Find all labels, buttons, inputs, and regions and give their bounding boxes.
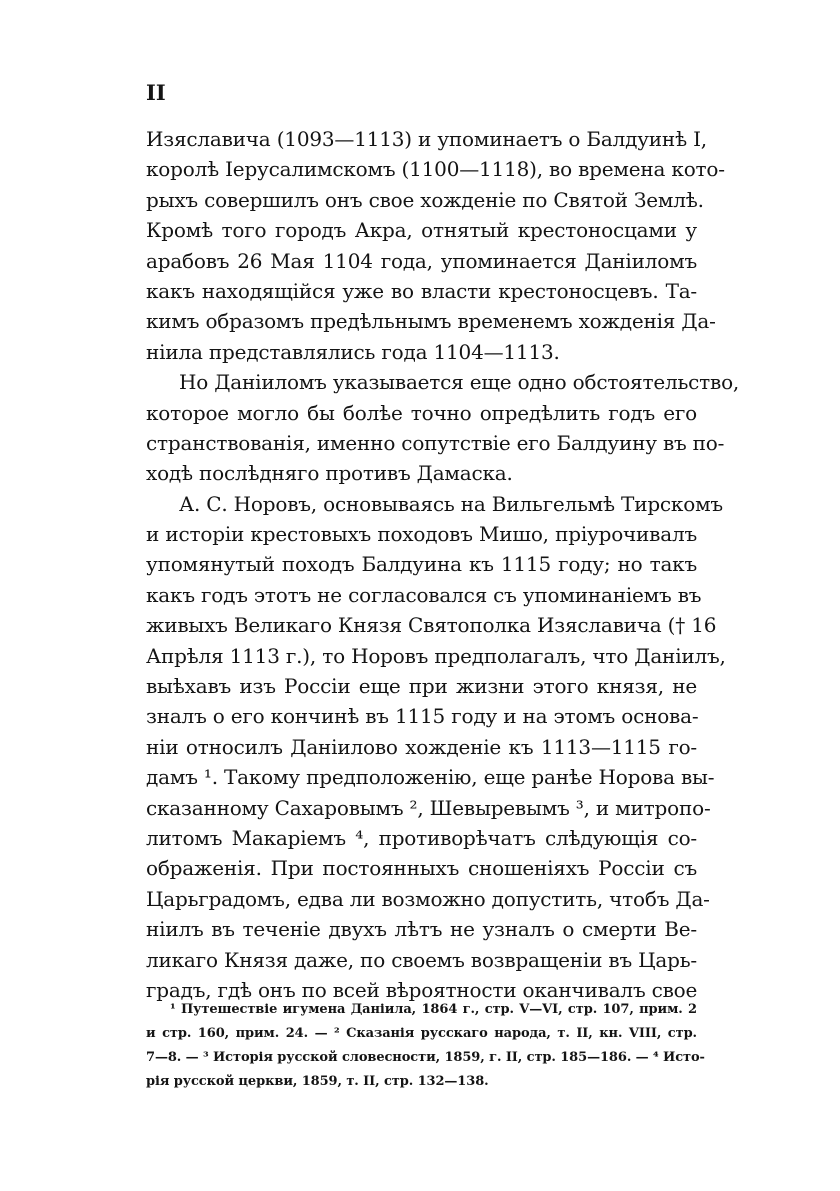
text-line: ходѣ послѣдняго противъ Дамаска. (146, 461, 513, 486)
text-line: выѣхавъ изъ Россіи еще при жизни этого князя, не (146, 674, 697, 699)
text-line: зналъ о его кончинѣ въ 1115 году и на этомъ основа- (146, 704, 699, 729)
text-line: литомъ Макаріемъ ⁴, противорѣчатъ слѣдующія со- (146, 825, 697, 850)
text-line: ніилъ въ теченіе двухъ лѣтъ не узналъ о смерти Ве- (146, 917, 697, 942)
text-line: странствованія, именно сопутствіе его Балдуину въ по- (146, 430, 725, 455)
footnote-line: рія русской церкви, 1859, т. II, стр. 132—138. (146, 1074, 489, 1089)
text-line: и исторіи крестовыхъ походовъ Мишо, пріурочивалъ (146, 522, 697, 547)
text-line: арабовъ 26 Мая 1104 года, упоминается Даніиломъ (146, 248, 697, 273)
text-line: кимъ образомъ предѣльнымъ временемъ хожденія Да- (146, 309, 716, 334)
text-line: живыхъ Великаго Князя Святополка Изяславича († 16 (146, 613, 717, 638)
text-line: ликаго Князя даже, по своемъ возвращеніи въ Царь- (146, 947, 697, 972)
text-line: Кромѣ того городъ Акра, отнятый крестоносцами у (146, 218, 697, 243)
text-line: какъ годъ этотъ не согласовался съ упоминаніемъ въ (146, 582, 702, 607)
text-line: градъ, гдѣ онъ по всей вѣроятности оканчивалъ свое (146, 977, 698, 1002)
text-line: ніи относилъ Даніилово хожденіе къ 1113—1115 го- (146, 734, 697, 759)
text-line: которое могло бы болѣе точно опредѣлить годъ его (146, 400, 697, 425)
text-line: упомянутый походъ Балдуина къ 1115 году; но такъ (146, 552, 697, 577)
text-line: королѣ Іерусалимскомъ (1100—1118), во времена кото- (146, 157, 725, 182)
text-line: сказанному Сахаровымъ ², Шевыревымъ ³, и митропо- (146, 795, 711, 820)
footnote-line: 7—8. — ³ Исторія русской словесности, 1859, г. II, стр. 185—186. — ⁴ Исто- (146, 1050, 705, 1065)
footnotes (146, 998, 705, 1094)
text-line: ніила представлялись года 1104—1113. (146, 339, 560, 364)
text-line: А. С. Норовъ, основываясь на Вильгельмѣ Тирскомъ (179, 491, 723, 516)
text-line: Но Даніиломъ указывается еще одно обстоятельство, (179, 370, 740, 395)
text-line: Апрѣля 1113 г.), то Норовъ предполагалъ, что Даніилъ, (146, 643, 726, 668)
main-text (146, 124, 740, 1005)
text-line: Царьградомъ, едва ли возможно допустить, чтобъ Да- (146, 886, 710, 911)
footnote-line: ¹ Путешествіе игумена Даніила, 1864 г., стр. V—VI, стр. 107, прим. 2 (170, 1002, 697, 1017)
text-line: рыхъ совершилъ онъ свое хожденіе по Святой Землѣ. (146, 187, 704, 212)
footnote-line: и стр. 160, прим. 24. — ² Сказанія русскаго народа, т. II, кн. VIII, стр. (146, 1026, 697, 1041)
text-line: Изяславича (1093—1113) и упоминаетъ о Балдуинѣ I, (146, 127, 707, 151)
text-line: дамъ ¹. Такому предположенію, еще ранѣе Норова вы- (146, 765, 715, 790)
text-line: ображенія. При постоянныхъ сношеніяхъ Россіи съ (146, 856, 697, 881)
text-line: какъ находящійся уже во власти крестоносцевъ. Та- (146, 278, 697, 303)
page-number: II (146, 80, 166, 105)
